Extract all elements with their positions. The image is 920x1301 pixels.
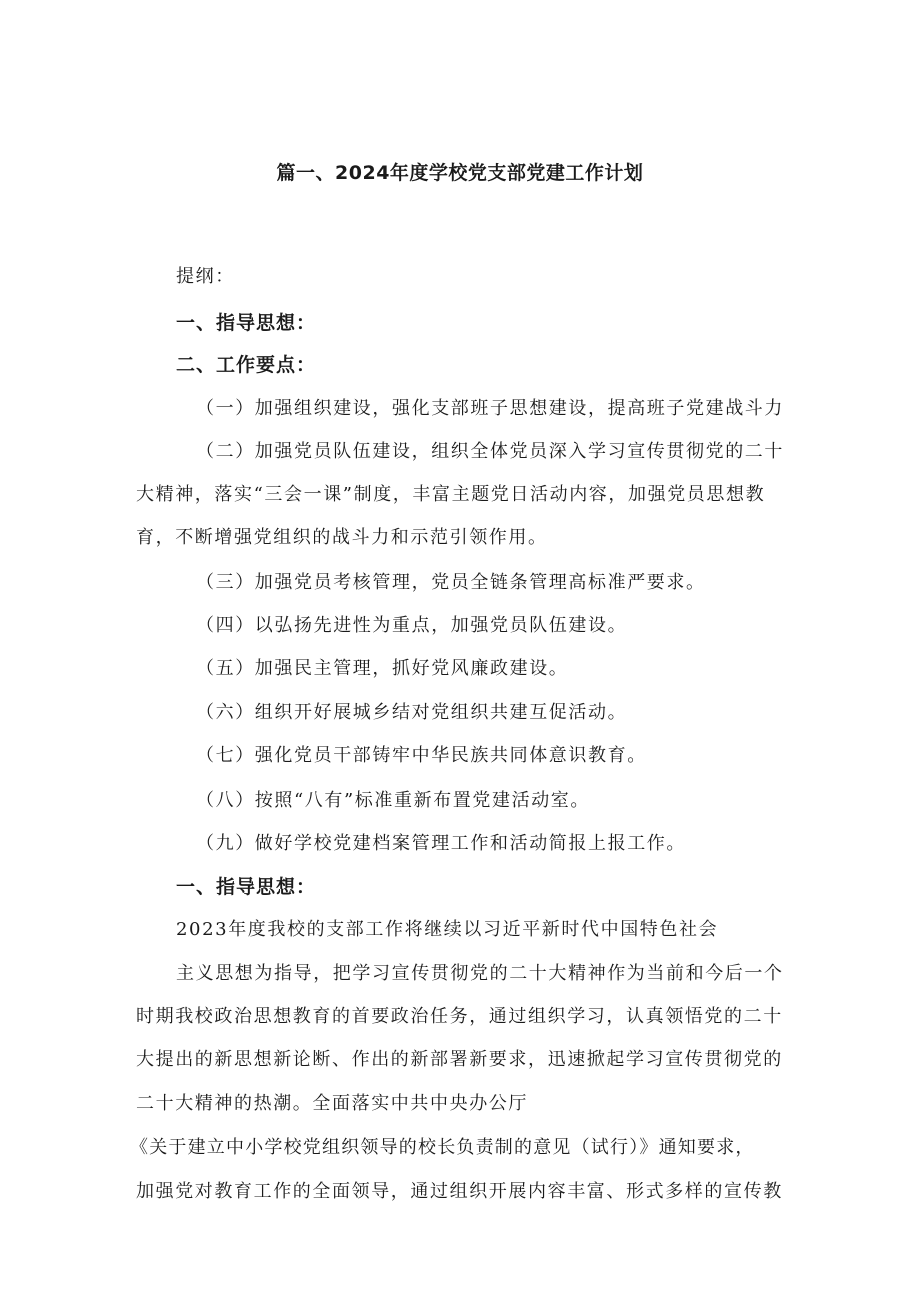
work-item-2-continuation: 大精神，落实“三会一课”制度，丰富主题党日活动内容，加强党员思想教 — [136, 484, 766, 505]
heading-guiding-thought: 一、指导思想： — [176, 312, 317, 334]
work-item-9: （九）做好学校党建档案管理工作和活动简报上报工作。 — [196, 833, 686, 854]
work-item-2-continuation: 育，不断增强党组织的战斗力和示范引领作用。 — [136, 527, 548, 548]
section1-paragraph-line: 时期我校政治思想教育的首要政治任务，通过组织学习，认真领悟党的二十 — [136, 1006, 783, 1027]
section1-paragraph-line: 《关于建立中小学校党组织领导的校长负责制的意见（试行）》通知要求， — [130, 1137, 755, 1158]
work-item-1: （一）加强组织建设，强化支部班子思想建设，提高班子党建战斗力 — [196, 398, 784, 419]
work-item-3: （三）加强党员考核管理，党员全链条管理高标准严要求。 — [196, 572, 706, 593]
work-item-7: （七）强化党员干部铸牢中华民族共同体意识教育。 — [196, 745, 647, 766]
document-title: 篇一、2024年度学校党支部党建工作计划 — [276, 162, 644, 184]
outline-label: 提纲： — [176, 266, 235, 287]
work-item-8: （八）按照“八有”标准重新布置党建活动室。 — [196, 790, 591, 811]
work-item-2: （二）加强党员队伍建设，组织全体党员深入学习宣传贯彻党的二十 — [196, 441, 784, 462]
section1-paragraph-line: 主义思想为指导，把学习宣传贯彻党的二十大精神作为当前和今后一个 — [176, 963, 784, 984]
work-item-4: （四）以弘扬先进性为重点，加强党员队伍建设。 — [196, 615, 628, 636]
section1-paragraph-line: 大提出的新思想新论断、作出的新部署新要求，迅速掀起学习宣传贯彻党的 — [136, 1049, 783, 1070]
section1-paragraph-line: 二十大精神的热潮。全面落实中共中央办公厅 — [136, 1093, 528, 1114]
section1-paragraph-line: 2023年度我校的支部工作将继续以习近平新时代中国特色社会 — [176, 919, 719, 940]
heading-work-points: 二、工作要点： — [176, 354, 317, 376]
section1-heading: 一、指导思想： — [176, 876, 317, 898]
section1-paragraph-line: 加强党对教育工作的全面领导，通过组织开展内容丰富、形式多样的宣传教 — [136, 1181, 783, 1202]
work-item-5: （五）加强民主管理，抓好党风廉政建设。 — [196, 658, 569, 679]
work-item-6: （六）组织开好展城乡结对党组织共建互促活动。 — [196, 702, 628, 723]
